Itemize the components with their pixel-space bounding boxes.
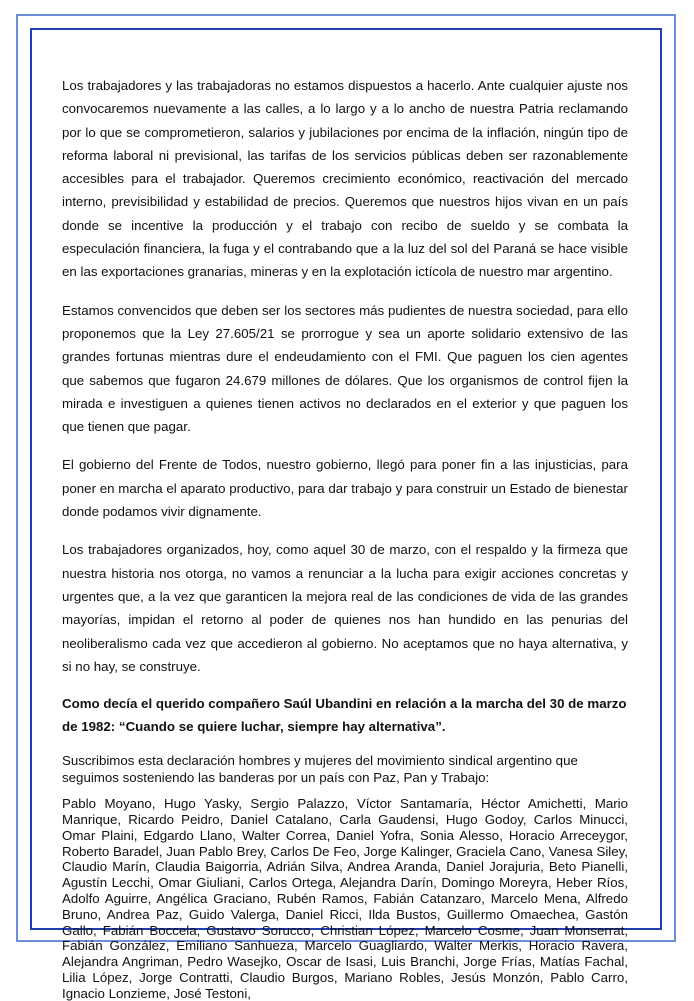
paragraph-ajuste: Los trabajadores y las trabajadoras no estamos dispuestos a hacerlo. Ante cualquier ajuste nos convocaremos nuevamente a las calles, a lo largo y a lo ancho de nuestra Patria reclamando por lo que se comprometieron, salarios y jubilaciones por encima de la inflación, ningún tipo de reforma laboral ni previsional, las tarifas de los servicios públicas deben ser razonablemente accesibles para el trabajador. Queremos crecimiento económico, reactivación del mercado interno, previsibilidad y estabilidad de precios. Queremos que nuestros hijos vivan en un país donde se incentive la producción y el trabajo con recibo de sueldo y se combata la especulación financiera, la fuga y el contrabando que a la luz del sol del Paraná se hace visible en las exportaciones granarias, mineras y en la explotación ictícola de nuestro mar argentino. — [62, 78, 628, 280]
signers-intro: Suscribimos esta declaración hombres y mujeres del movimiento sindical argentino que seguimos sosteniendo las banderas por un país con Paz, Pan y Trabajo: — [62, 753, 578, 785]
paragraph-gobierno: El gobierno del Frente de Todos, nuestro gobierno, llegó para poner fin a las injusticias, para poner en marcha el aparato productivo, para dar trabajo y para construir un Estado de bienestar donde podamos vivir dignamente. — [62, 457, 628, 520]
document-body — [62, 74, 628, 1001]
quote-ubaldini: Como decía el querido compañero Saúl Ubandini en relación a la marcha del 30 de marzo de 1982: “Cuando se quiere luchar, siempre hay alternativa”. — [62, 696, 627, 734]
signers-list: Pablo Moyano, Hugo Yasky, Sergio Palazzo, Víctor Santamaría, Héctor Amichetti, Mario Manrique, Ricardo Peidro, Daniel Catalano, Carla Gaudensi, Hugo Godoy, Carlos Minucci, Omar Plaini, Edgardo Llano, Walter Correa, Daniel Yofra, Sonia Alesso, Horacio Arreceygor, Roberto Baradel, Juan Pablo Brey, Carlos De Feo, Jorge Kalinger, Graciela Cano, Vanesa Siley, Claudio Marín, Claudia Baigorria, Adrián Silva, Andrea Aranda, Daniel Jorajuria, Beto Pianelli, Agustín Lecchi, Omar Giuliani, Carlos Ortega, Alejandra Darín, Domingo Moreyra, Heber Ríos, Adolfo Aguirre, Angélica Graciano, Rubén Ramos, Fabián Catanzaro, Marcelo Mena, Alfredo Bruno, Andrea Paz, Guido Valerga, Daniel Ricci, Ilda Bustos, Guillermo Omaechea, Gastón Gallo, Fabián Boccela, Gustavo Sorucco, Christian López, Marcelo Cosme, Juan Monserrat, Fabián González, Emiliano Sanhueza, Marcelo Guagliardo, Walter Merkis, Horacio Ravera, Alejandra Angriman, Pedro Wasejko, Oscar de Isasi, Luis Branchi, Jorge Frías, Matías Fachal, Lilia López, Jorge Contratti, Claudio Burgos, Mariano Robles, Jesús Monzón, Pablo Carro, Ignacio Lonzieme, José Testoni, — [62, 796, 628, 1001]
paragraph-trabajadores-organizados: Los trabajadores organizados, hoy, como aquel 30 de marzo, con el respaldo y la firmeza que nuestra historia nos otorga, no vamos a renunciar a la lucha para exigir acciones concretas y urgentes que, a la vez que garanticen la mejora real de las condiciones de vida de las grandes mayorías, impidan el retorno al poder de quienes nos han hundido en las penurias del neoliberalismo cada vez que accedieron al gobierno. No aceptamos que no haya alternativa, y si no hay, se construye. — [62, 542, 628, 674]
paragraph-fortunas: Estamos convencidos que deben ser los sectores más pudientes de nuestra sociedad, para ello proponemos que la Ley 27.605/21 se prorrogue y sea un aporte solidario extensivo de las grandes fortunas mientras dure el endeudamiento con el FMI. Que paguen los cien agentes que sabemos que fugaron 24.679 millones de dólares. Que los organismos de control fijen la mirada e investiguen a quienes tienen activos no declarados en el exterior y que paguen los que tienen que pagar. — [62, 302, 628, 435]
